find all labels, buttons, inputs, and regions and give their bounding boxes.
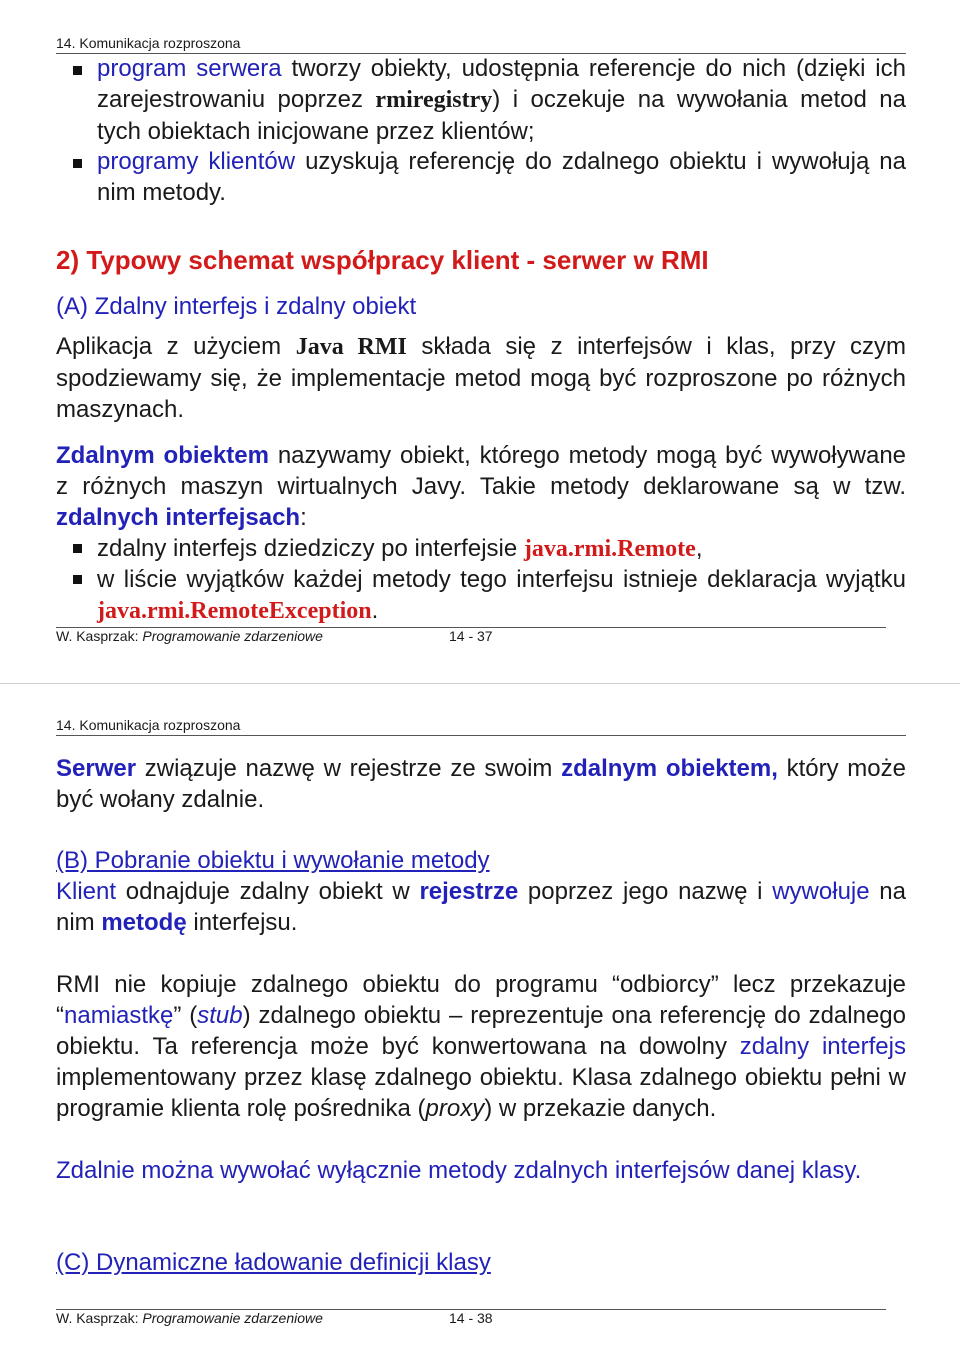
page-separator — [0, 683, 960, 684]
bullet-square-icon — [73, 575, 82, 584]
subheading-b: (B) Pobranie obiektu i wywołanie metody — [56, 847, 490, 874]
bullet-remote-exception: w liście wyjątków każdej metody tego interfejsu istnieje deklaracja wyjątku java.rmi.RemoteException. — [97, 566, 906, 624]
bullet-remote-interface: zdalny interfejs dziedziczy po interfejsie java.rmi.Remote, — [97, 535, 703, 562]
slide-header: 14. Komunikacja rozproszona — [56, 35, 241, 51]
paragraph-stub: RMI nie kopiuje zdalnego obiektu do programu “odbiorcy” lecz przekazuje “namiastkę” (stub) zdalnego obiektu – reprezentuje ona referencję do zdalnego obiektu. Ta referencja może być konwertowana na dowolny zdalny interfejs implementowany przez klasę zdalnego obiektu. Klasa zdalnego obiektu pełni w programie klienta rolę pośrednika (proxy) w przekazie danych. — [56, 971, 906, 1122]
page-number: 14 - 38 — [449, 1310, 493, 1326]
bullet-square-icon — [73, 66, 82, 75]
slide-14-38 — [0, 690, 960, 1367]
bullet-square-icon — [73, 159, 82, 168]
section-heading: 2) Typowy schemat współpracy klient - serwer w RMI — [56, 245, 709, 275]
subheading-a: (A) Zdalny interfejs i zdalny obiekt — [56, 293, 417, 320]
paragraph-java-rmi: Aplikacja z użyciem Java RMI składa się z interfejsów i klas, przy czym spodziewamy się, że implementacje metod mogą być rozproszone po różnych maszynach. — [56, 333, 906, 423]
footer-author: W. Kasprzak: Programowanie zdarzeniowe — [56, 628, 323, 644]
subheading-c: (C) Dynamiczne ładowanie definicji klasy — [56, 1249, 491, 1276]
page-number: 14 - 37 — [449, 628, 493, 644]
bullet-server-program: program serwera tworzy obiekty, udostępnia referencje do nich (dzięki ich zarejestrowaniu poprzez rmiregistry) i oczekuje na wywołania metod na tych obiektach inicjowane przez klientów; — [97, 55, 906, 145]
header-rule — [56, 735, 906, 736]
paragraph-remote-object: Zdalnym obiektem nazywamy obiekt, którego metody mogą być wywoływane z różnych maszyn wirtualnych Javy. Takie metody deklarowane są w tzw. zdalnych interfejsach: — [56, 442, 907, 531]
paragraph-remote-only: Zdalnie można wywołać wyłącznie metody zdalnych interfejsów danej klasy. — [56, 1157, 862, 1184]
bullet-client-programs: programy klientów uzyskują referencję do zdalnego obiektu i wywołują na nim metody. — [97, 148, 907, 206]
paragraph-server-binds: Serwer związuje nazwę w rejestrze ze swoim zdalnym obiektem, który może być wołany zdalnie. — [56, 755, 906, 813]
footer-author: W. Kasprzak: Programowanie zdarzeniowe — [56, 1310, 323, 1326]
slide-14-37 — [0, 0, 960, 680]
bullet-square-icon — [73, 544, 82, 553]
slide-header: 14. Komunikacja rozproszona — [56, 717, 241, 733]
paragraph-client-lookup: Klient odnajduje zdalny obiekt w rejestrze poprzez jego nazwę i wywołuje na nim metodę interfejsu. — [56, 878, 906, 936]
